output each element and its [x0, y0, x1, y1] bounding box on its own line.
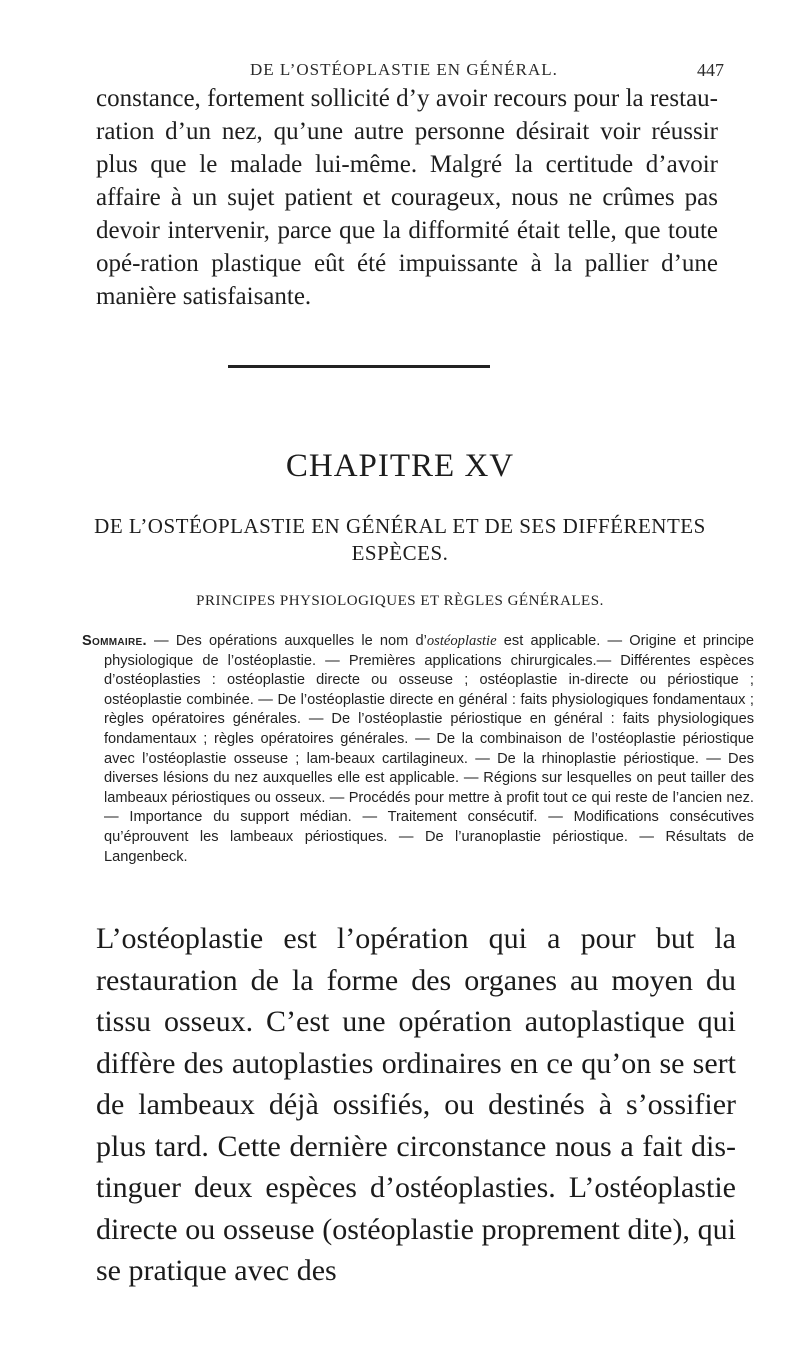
body-paragraph: L’ostéoplastie est l’opération qui a pour but la restauration de la forme des organes au moyen du tissu osseux. C’est une opération autoplastique qui diffère des autoplasties ordinaires en ce qu’on se sert de lambeaux déjà ossifiés, ou destinés à s’ossifier plus tard. Cette dernière circonstance nous a fait dis-tinguer deux espèces d’ostéoplasties. L’ostéoplastie directe ou osseuse (ostéoplastie proprement dite), qui se pratique avec des: [96, 922, 736, 1287]
running-head: DE L’OSTÉOPLASTIE EN GÉNÉRAL.: [250, 60, 558, 79]
summary-lead: Sommaire.: [82, 633, 147, 649]
summary-text-part2: est applicable. — Origine et principe physiologique de l’ostéoplastie. — Premières applications chirurgicales.— Différentes espèces d’ostéoplasties : ostéoplastie directe ou osseuse ; ostéoplastie in-directe ou périostique ; ostéoplastie combinée. — De l’ostéoplastie directe en général : faits physiologiques fondamentaux ; règles opératoires générales. — De l’ostéoplastie périostique en général : faits physiologiques fondamentaux ; règles opératoires générales. — De la combinaison de l’ostéoplastie périostique avec l’ostéoplastie osseuse ; lam-beaux cartilagineux. — De la rhinoplastie périostique. — Des diverses lésions du nez auxquelles elle est applicable. — Régions sur lesquelles on peut tailler des lambeaux périostiques ou osseux. — Procédés pour mettre à profit tout ce qui reste de l’ancien nez. — Importance du support médian. — Traitement consécutif. — Modifications consécutives qu’éprouvent les lambeaux périostiques. — De l’uranoplastie périostique. — Résultats de Langenbeck.: [104, 633, 754, 865]
chapter-subtitle: PRINCIPES PHYSIOLOGIQUES ET RÈGLES GÉNÉRALES.: [196, 593, 604, 609]
chapter-title: DE L’OSTÉOPLASTIE EN GÉNÉRAL ET DE SES DIFFÉRENTES ESPÈCES.: [94, 514, 706, 565]
summary-text-part1: — Des opérations auxquelles le nom d’: [146, 633, 427, 649]
section-divider-rule: [228, 365, 490, 368]
chapter-label: CHAPITRE XV: [285, 448, 515, 484]
summary-term: ostéoplastie: [426, 633, 497, 649]
chapter-summary: [82, 632, 754, 867]
intro-paragraph: constance, fortement sollicité d’y avoir recours pour la restau-ration d’un nez, qu’une autre personne désirait voir réussir plus que le malade lui-même. Malgré la certitude d’avoir affaire à un sujet patient et courageux, nous ne crûmes pas devoir intervenir, parce que la difformité était telle, que toute opé-ration plastique eût été impuissante à la pallier d’une manière satisfaisante.: [96, 85, 718, 310]
page-number: 447: [697, 60, 724, 80]
